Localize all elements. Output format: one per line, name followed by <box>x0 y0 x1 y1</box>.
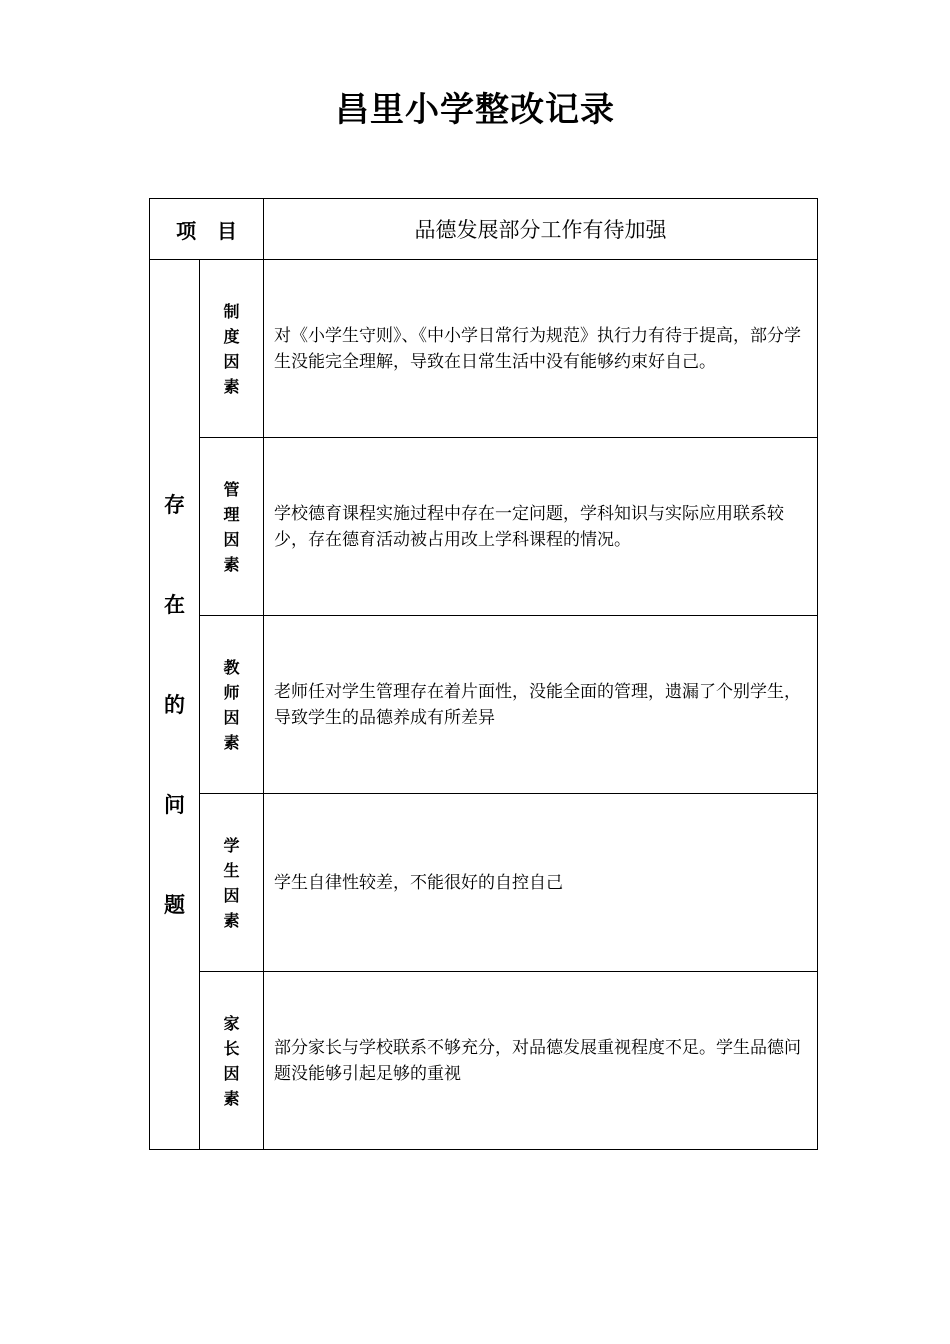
table-row <box>150 972 818 1150</box>
side-label-char: 存 <box>164 492 185 517</box>
table-row <box>150 260 818 438</box>
table-header-row <box>150 199 818 260</box>
table-row <box>150 438 818 616</box>
factor-label-student: 学 生 因 素 <box>200 794 264 972</box>
side-label-char: 问 <box>164 792 185 817</box>
factor-text-teacher: 老师任对学生管理存在着片面性，没能全面的管理，遗漏了个别学生，导致学生的品德养成有所差异 <box>264 616 818 794</box>
factor-text-management: 学校德育课程实施过程中存在一定问题，学科知识与实际应用联系较少，存在德育活动被占用改上学科课程的情况。 <box>264 438 818 616</box>
factor-label-parent: 家 长 因 素 <box>200 972 264 1150</box>
existing-problems-label <box>150 260 200 1150</box>
factor-label-management: 管 理 因 素 <box>200 438 264 616</box>
factor-label-teacher: 教 师 因 素 <box>200 616 264 794</box>
table-row <box>150 794 818 972</box>
item-label: 项 目 <box>150 199 264 260</box>
side-label-char: 的 <box>164 692 185 717</box>
side-label-char: 在 <box>164 592 185 617</box>
factor-label-system: 制 度 因 素 <box>200 260 264 438</box>
side-label-char: 题 <box>164 892 185 917</box>
item-value: 品德发展部分工作有待加强 <box>264 199 818 260</box>
table-row <box>150 616 818 794</box>
page-title: 昌里小学整改记录 <box>335 90 615 130</box>
factor-text-system: 对《小学生守则》、《中小学日常行为规范》执行力有待于提高，部分学生没能完全理解，导致在日常生活中没有能够约束好自己。 <box>264 260 818 438</box>
rectification-record-table <box>149 198 818 1150</box>
factor-text-student: 学生自律性较差，不能很好的自控自己 <box>264 794 818 972</box>
factor-text-parent: 部分家长与学校联系不够充分，对品德发展重视程度不足。学生品德问题没能够引起足够的重视 <box>264 972 818 1150</box>
